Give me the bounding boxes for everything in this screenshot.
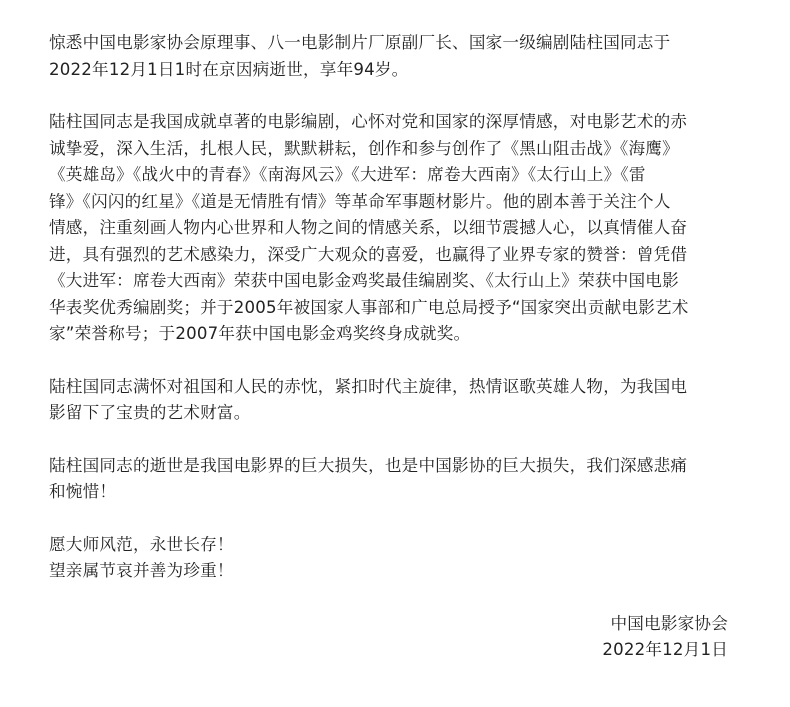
- text-line: 2022年12月1日1时在京因病逝世，享年94岁。: [49, 59, 409, 79]
- signature-date: 2022年12月1日: [602, 640, 728, 659]
- paragraph-biography: [49, 109, 739, 348]
- obituary-document: [49, 30, 739, 664]
- text-line: 家”荣誉称号；于2007年获中国电影金鸡奖终身成就奖。: [49, 324, 471, 343]
- signature-organization: 中国电影家协会: [610, 613, 728, 633]
- text-line: 《大进军：席卷大西南》荣获中国电影金鸡奖最佳编剧奖、《太行山上》荣获中国电影: [49, 271, 679, 290]
- text-line: 陆柱国同志满怀对祖国和人民的赤忱，紧扣时代主旋律，热情讴歌英雄人物，为我国电: [49, 376, 688, 396]
- text-line: 《英雄岛》《战火中的青春》《南海风云》《大进军：席卷大西南》《太行山上》《雷: [49, 165, 646, 184]
- text-line: 陆柱国同志的逝世是我国电影界的巨大损失，也是中国影协的巨大损失，我们深感悲痛: [49, 455, 688, 475]
- paragraph-farewell: [49, 532, 739, 585]
- text-line: 诚挚爱，深入生活，扎根人民，默默耕耘，创作和参与创作了《黑山阻击战》《海鹰》: [49, 138, 679, 158]
- paragraph-legacy: [49, 374, 739, 427]
- text-line: 影留下了宝贵的艺术财富。: [49, 403, 251, 422]
- text-line: 望亲属节哀并善为珍重！: [49, 561, 234, 580]
- text-line: 和惋惜！: [49, 482, 117, 501]
- text-line: 锋》《闪闪的红星》《道是无情胜有情》等革命军事题材影片。他的剧本善于关注个人: [49, 191, 671, 211]
- paragraph-announcement: [49, 30, 739, 83]
- signature-block: [49, 611, 739, 664]
- text-line: 惊悉中国电影家协会原理事、八一电影制片厂原副厂长、国家一级编剧陆柱国同志于: [49, 33, 671, 52]
- text-line: 愿大师风范，永世长存！: [49, 534, 234, 554]
- text-line: 华表奖优秀编剧奖；并于2005年被国家人事部和广电总局授予“国家突出贡献电影艺术: [49, 297, 689, 317]
- text-line: 进，具有强烈的艺术感染力，深受广大观众的喜爱，也赢得了业界专家的赞誉：曾凭借: [49, 244, 688, 264]
- text-line: 陆柱国同志是我国成就卓著的电影编剧，心怀对党和国家的深厚情感，对电影艺术的赤: [49, 112, 688, 131]
- paragraph-condolence: [49, 453, 739, 506]
- text-line: 情感，注重刻画人物内心世界和人物之间的情感关系，以细节震撼人心，以真情催人奋: [49, 218, 688, 237]
